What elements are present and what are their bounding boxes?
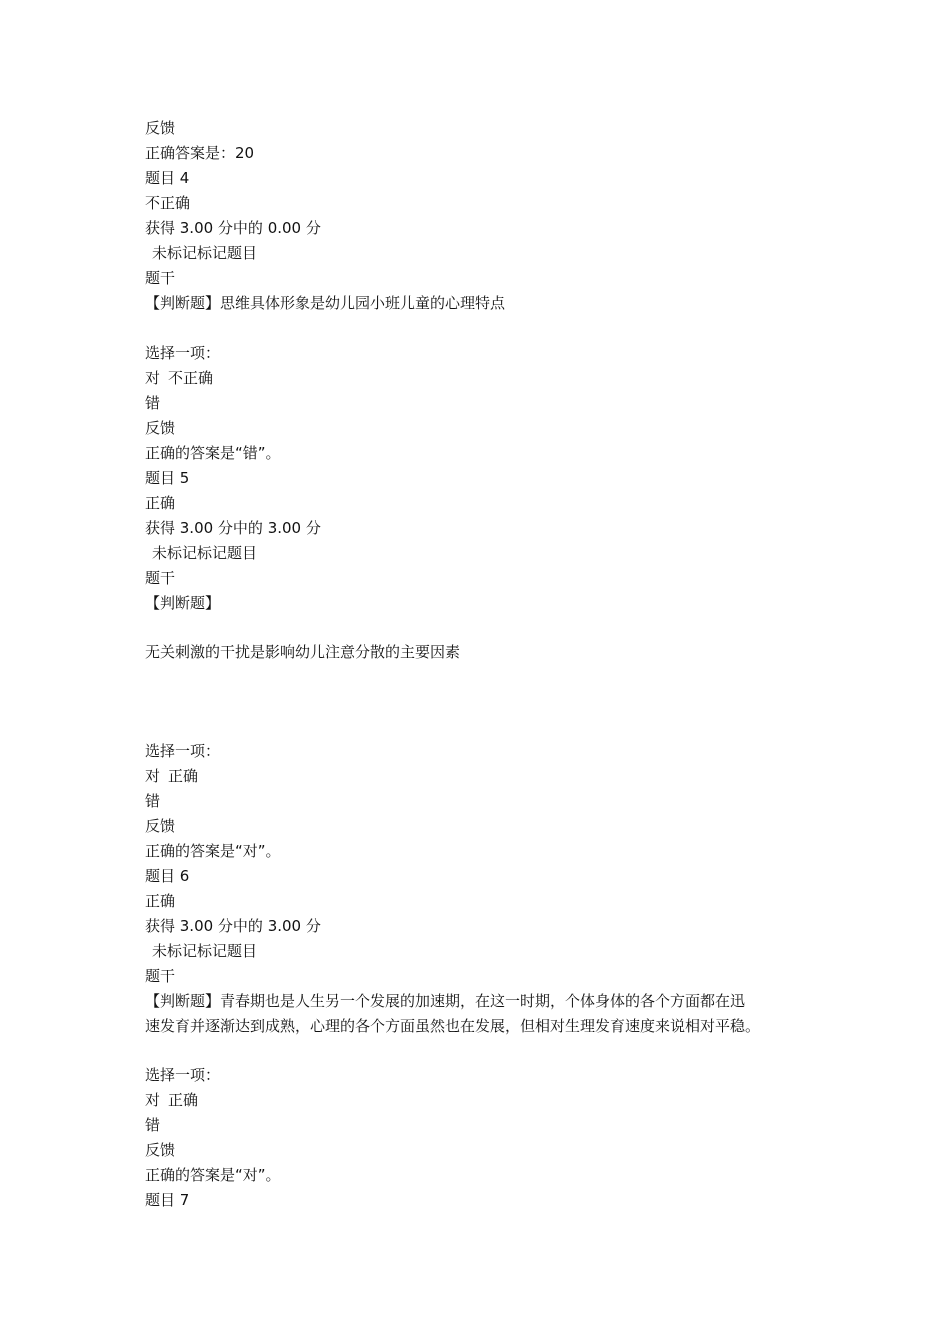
question-score: 获得 3.00 分中的 3.00 分 <box>145 917 321 935</box>
option-false[interactable]: 错 <box>145 394 161 412</box>
correct-answer-text: 正确的答案是“错”。 <box>145 444 281 462</box>
option-true[interactable] <box>145 368 213 388</box>
question-number: 题目 7 <box>145 1191 190 1209</box>
choose-one-label: 选择一项： <box>145 344 221 362</box>
option-result: 正确 <box>168 1091 199 1109</box>
question-type-label: 【判断题】 <box>145 594 221 612</box>
question-status: 正确 <box>145 494 176 512</box>
feedback-label: 反馈 <box>145 119 176 137</box>
question-text-line-1: 【判断题】青春期也是人生另一个发展的加速期，在这一时期，个体身体的各个方面都在迅 <box>145 992 746 1010</box>
option-true[interactable] <box>145 1090 198 1110</box>
option-false[interactable]: 错 <box>145 1116 161 1134</box>
option-false[interactable]: 错 <box>145 792 161 810</box>
question-text: 无关刺激的干扰是影响幼儿注意分散的主要因素 <box>145 643 461 661</box>
question-text: 【判断题】思维具体形象是幼儿园小班儿童的心理特点 <box>145 294 506 312</box>
flag-question-link[interactable]: 未标记标记题目 <box>152 244 258 262</box>
correct-answer-text: 正确的答案是“对”。 <box>145 1166 281 1184</box>
choose-one-label: 选择一项： <box>145 1066 221 1084</box>
question-stem-label: 题干 <box>145 569 176 587</box>
question-number: 题目 5 <box>145 469 190 487</box>
option-true[interactable] <box>145 766 198 786</box>
question-text-line-2: 速发育并逐渐达到成熟，心理的各个方面虽然也在发展，但相对生理发育速度来说相对平稳。 <box>145 1017 761 1035</box>
question-score: 获得 3.00 分中的 0.00 分 <box>145 219 321 237</box>
question-status: 不正确 <box>145 194 191 212</box>
flag-question-link[interactable]: 未标记标记题目 <box>152 544 258 562</box>
question-status: 正确 <box>145 892 176 910</box>
question-stem-label: 题干 <box>145 269 176 287</box>
question-number: 题目 6 <box>145 867 190 885</box>
question-stem-label: 题干 <box>145 967 176 985</box>
question-score: 获得 3.00 分中的 3.00 分 <box>145 519 321 537</box>
feedback-label: 反馈 <box>145 1141 176 1159</box>
option-label: 对 <box>145 369 161 387</box>
choose-one-label: 选择一项： <box>145 742 221 760</box>
flag-question-link[interactable]: 未标记标记题目 <box>152 942 258 960</box>
option-label: 对 <box>145 767 161 785</box>
option-result: 不正确 <box>168 369 214 387</box>
feedback-label: 反馈 <box>145 419 176 437</box>
question-number: 题目 4 <box>145 169 190 187</box>
option-label: 对 <box>145 1091 161 1109</box>
option-result: 正确 <box>168 767 199 785</box>
correct-answer-text: 正确答案是：20 <box>145 144 255 162</box>
feedback-label: 反馈 <box>145 817 176 835</box>
correct-answer-text: 正确的答案是“对”。 <box>145 842 281 860</box>
